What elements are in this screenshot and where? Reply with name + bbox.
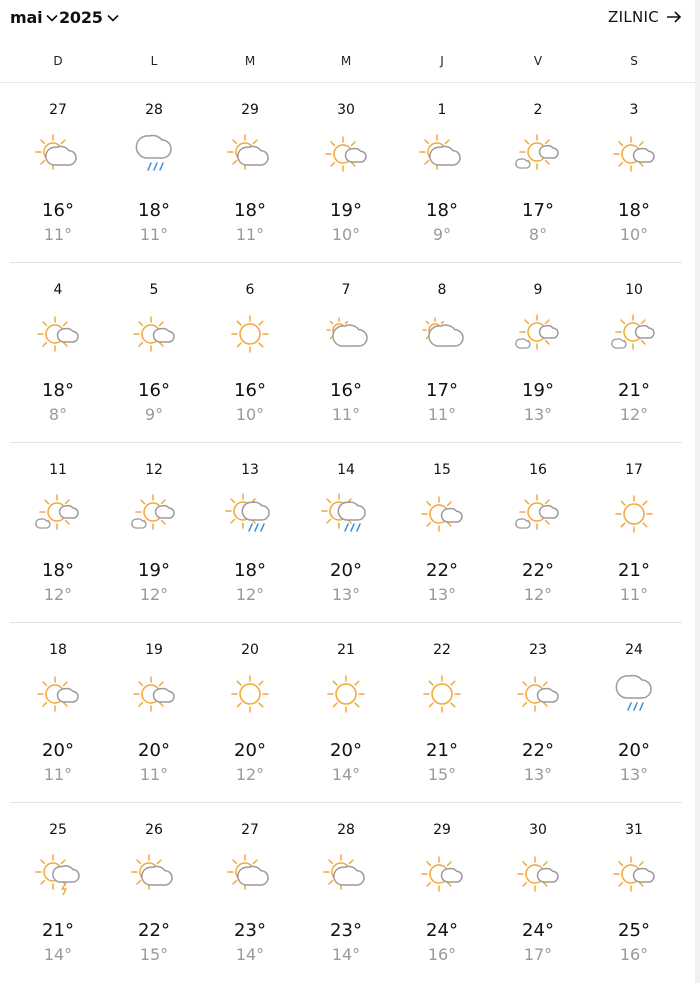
day-cell[interactable] [106, 622, 202, 802]
arrow-right-icon [666, 10, 682, 24]
min-temperature: 9° [144, 405, 164, 424]
sun-two-clouds-icon [129, 492, 179, 536]
day-number: 28 [145, 102, 163, 118]
max-temperature: 21° [42, 920, 74, 941]
min-temperature: 11° [139, 225, 169, 244]
day-number: 3 [629, 102, 639, 118]
day-number: 8 [437, 282, 447, 298]
day-number: 27 [241, 822, 259, 838]
day-cell[interactable] [490, 442, 586, 622]
day-cell[interactable] [10, 442, 106, 622]
min-temperature: 17° [523, 945, 553, 964]
day-number: 29 [241, 102, 259, 118]
weekday-label: V [533, 54, 543, 68]
day-cell[interactable] [490, 82, 586, 262]
max-temperature: 25° [618, 920, 650, 941]
sun-small-cloud-icon [609, 132, 659, 176]
day-cell[interactable] [490, 622, 586, 802]
day-cell[interactable] [298, 622, 394, 802]
day-cell[interactable] [394, 262, 490, 442]
min-temperature: 13° [331, 585, 361, 604]
day-cell[interactable] [586, 82, 682, 262]
sun-behind-cloud-icon [225, 852, 275, 896]
min-temperature: 15° [427, 765, 457, 784]
weekday-label: M [244, 54, 256, 68]
sun-small-cloud-icon [417, 852, 467, 896]
max-temperature: 18° [138, 200, 170, 221]
calendar-toolbar [0, 0, 700, 38]
cloud-sun-icon [417, 312, 467, 356]
day-cell[interactable] [298, 442, 394, 622]
weekday-label: D [53, 54, 63, 68]
day-number: 17 [625, 462, 643, 478]
month-label: mai [10, 8, 43, 27]
max-temperature: 20° [42, 740, 74, 761]
day-cell[interactable] [394, 622, 490, 802]
max-temperature: 22° [426, 560, 458, 581]
sun-behind-cloud-icon [417, 132, 467, 176]
daily-view-label: ZILNIC [608, 8, 659, 26]
day-number: 14 [337, 462, 355, 478]
min-temperature: 15° [139, 945, 169, 964]
sun-icon [225, 672, 275, 716]
weekday-header [0, 38, 700, 83]
day-cell[interactable] [394, 442, 490, 622]
min-temperature: 12° [619, 405, 649, 424]
min-temperature: 16° [427, 945, 457, 964]
day-cell[interactable] [202, 442, 298, 622]
max-temperature: 20° [330, 560, 362, 581]
day-number: 25 [49, 822, 67, 838]
week-row [10, 622, 682, 803]
sun-small-cloud-icon [129, 672, 179, 716]
sun-behind-cloud-icon [225, 132, 275, 176]
max-temperature: 22° [522, 740, 554, 761]
min-temperature: 9° [432, 225, 452, 244]
sun-rain-icon [225, 492, 275, 536]
max-temperature: 16° [42, 200, 74, 221]
max-temperature: 21° [618, 380, 650, 401]
day-number: 27 [49, 102, 67, 118]
max-temperature: 18° [618, 200, 650, 221]
min-temperature: 11° [43, 225, 73, 244]
day-number: 31 [625, 822, 643, 838]
day-cell[interactable] [586, 262, 682, 442]
month-select[interactable] [10, 8, 59, 27]
day-cell[interactable] [202, 622, 298, 802]
sun-icon [225, 312, 275, 356]
day-cell[interactable] [394, 82, 490, 262]
day-number: 11 [49, 462, 67, 478]
sun-small-cloud-icon [129, 312, 179, 356]
day-number: 26 [145, 822, 163, 838]
min-temperature: 11° [43, 765, 73, 784]
day-number: 2 [533, 102, 543, 118]
sun-two-clouds-icon [33, 492, 83, 536]
day-cell[interactable] [10, 802, 106, 982]
day-number: 1 [437, 102, 447, 118]
min-temperature: 8° [48, 405, 68, 424]
min-temperature: 12° [523, 585, 553, 604]
day-number: 6 [245, 282, 255, 298]
sun-two-clouds-icon [513, 492, 563, 536]
min-temperature: 8° [528, 225, 548, 244]
sun-small-cloud-icon [513, 672, 563, 716]
min-temperature: 11° [619, 585, 649, 604]
cloud-sun-icon [321, 312, 371, 356]
day-cell[interactable] [106, 442, 202, 622]
day-cell[interactable] [298, 802, 394, 982]
sun-two-clouds-icon [513, 312, 563, 356]
week-row [10, 262, 682, 443]
min-temperature: 11° [139, 765, 169, 784]
year-select[interactable] [59, 8, 120, 27]
sun-icon [609, 492, 659, 536]
min-temperature: 11° [235, 225, 265, 244]
day-number: 28 [337, 822, 355, 838]
max-temperature: 20° [138, 740, 170, 761]
daily-view-link[interactable] [608, 8, 682, 26]
max-temperature: 20° [330, 740, 362, 761]
max-temperature: 24° [426, 920, 458, 941]
weekday-label: M [340, 54, 352, 68]
min-temperature: 13° [523, 765, 553, 784]
max-temperature: 20° [234, 740, 266, 761]
min-temperature: 12° [235, 765, 265, 784]
day-number: 7 [341, 282, 351, 298]
min-temperature: 12° [235, 585, 265, 604]
day-number: 30 [337, 102, 355, 118]
sun-small-cloud-icon [513, 852, 563, 896]
max-temperature: 22° [138, 920, 170, 941]
sun-small-cloud-icon [609, 852, 659, 896]
max-temperature: 21° [618, 560, 650, 581]
max-temperature: 18° [234, 560, 266, 581]
max-temperature: 22° [522, 560, 554, 581]
day-number: 16 [529, 462, 547, 478]
sun-small-cloud-icon [33, 672, 83, 716]
max-temperature: 19° [522, 380, 554, 401]
day-cell[interactable] [490, 802, 586, 982]
min-temperature: 11° [427, 405, 457, 424]
year-label: 2025 [59, 8, 103, 27]
max-temperature: 20° [618, 740, 650, 761]
sun-behind-cloud-icon [129, 852, 179, 896]
sun-small-cloud-icon [321, 132, 371, 176]
min-temperature: 14° [43, 945, 73, 964]
max-temperature: 17° [426, 380, 458, 401]
day-number: 21 [337, 642, 355, 658]
day-number: 24 [625, 642, 643, 658]
min-temperature: 14° [331, 945, 361, 964]
min-temperature: 14° [331, 765, 361, 784]
rain-cloud-icon [609, 672, 659, 716]
max-temperature: 18° [42, 380, 74, 401]
week-row [10, 802, 682, 982]
min-temperature: 10° [235, 405, 265, 424]
sun-small-cloud-icon [33, 312, 83, 356]
min-temperature: 13° [523, 405, 553, 424]
day-number: 9 [533, 282, 543, 298]
day-number: 15 [433, 462, 451, 478]
day-number: 22 [433, 642, 451, 658]
max-temperature: 16° [234, 380, 266, 401]
day-cell[interactable] [202, 82, 298, 262]
max-temperature: 19° [330, 200, 362, 221]
chevron-down-icon [106, 11, 120, 25]
sun-behind-cloud-icon [33, 132, 83, 176]
min-temperature: 12° [43, 585, 73, 604]
day-number: 13 [241, 462, 259, 478]
day-number: 20 [241, 642, 259, 658]
max-temperature: 19° [138, 560, 170, 581]
scrollbar-track[interactable] [695, 0, 700, 983]
day-cell[interactable] [106, 82, 202, 262]
min-temperature: 16° [619, 945, 649, 964]
day-cell[interactable] [586, 622, 682, 802]
rain-cloud-icon [129, 132, 179, 176]
day-cell[interactable] [490, 262, 586, 442]
min-temperature: 13° [427, 585, 457, 604]
sun-behind-cloud-icon [321, 852, 371, 896]
weekday-label: J [440, 54, 444, 68]
day-number: 5 [149, 282, 159, 298]
day-cell[interactable] [10, 622, 106, 802]
day-number: 30 [529, 822, 547, 838]
max-temperature: 18° [234, 200, 266, 221]
day-cell[interactable] [202, 802, 298, 982]
max-temperature: 24° [522, 920, 554, 941]
min-temperature: 10° [619, 225, 649, 244]
max-temperature: 16° [138, 380, 170, 401]
max-temperature: 17° [522, 200, 554, 221]
max-temperature: 21° [426, 740, 458, 761]
day-cell[interactable] [202, 262, 298, 442]
day-number: 18 [49, 642, 67, 658]
max-temperature: 23° [234, 920, 266, 941]
day-number: 19 [145, 642, 163, 658]
max-temperature: 18° [42, 560, 74, 581]
day-number: 29 [433, 822, 451, 838]
sun-icon [321, 672, 371, 716]
week-row [10, 82, 682, 263]
sun-icon [417, 672, 467, 716]
weekday-label: S [630, 54, 638, 68]
day-cell[interactable] [298, 82, 394, 262]
min-temperature: 11° [331, 405, 361, 424]
day-cell[interactable] [586, 802, 682, 982]
chevron-down-icon [45, 11, 59, 25]
week-row [10, 442, 682, 623]
day-cell[interactable] [10, 262, 106, 442]
max-temperature: 16° [330, 380, 362, 401]
day-number: 23 [529, 642, 547, 658]
day-cell[interactable] [106, 802, 202, 982]
weekday-label: L [150, 54, 158, 68]
max-temperature: 18° [426, 200, 458, 221]
day-cell[interactable] [394, 802, 490, 982]
day-cell[interactable] [586, 442, 682, 622]
min-temperature: 13° [619, 765, 649, 784]
day-cell[interactable] [106, 262, 202, 442]
day-number: 12 [145, 462, 163, 478]
sun-thunder-icon [33, 852, 83, 896]
min-temperature: 12° [139, 585, 169, 604]
sun-two-clouds-icon [609, 312, 659, 356]
day-number: 10 [625, 282, 643, 298]
min-temperature: 10° [331, 225, 361, 244]
day-number: 4 [53, 282, 63, 298]
max-temperature: 23° [330, 920, 362, 941]
min-temperature: 14° [235, 945, 265, 964]
sun-small-cloud-icon [417, 492, 467, 536]
sun-rain-icon [321, 492, 371, 536]
sun-two-clouds-icon [513, 132, 563, 176]
day-cell[interactable] [298, 262, 394, 442]
day-cell[interactable] [10, 82, 106, 262]
